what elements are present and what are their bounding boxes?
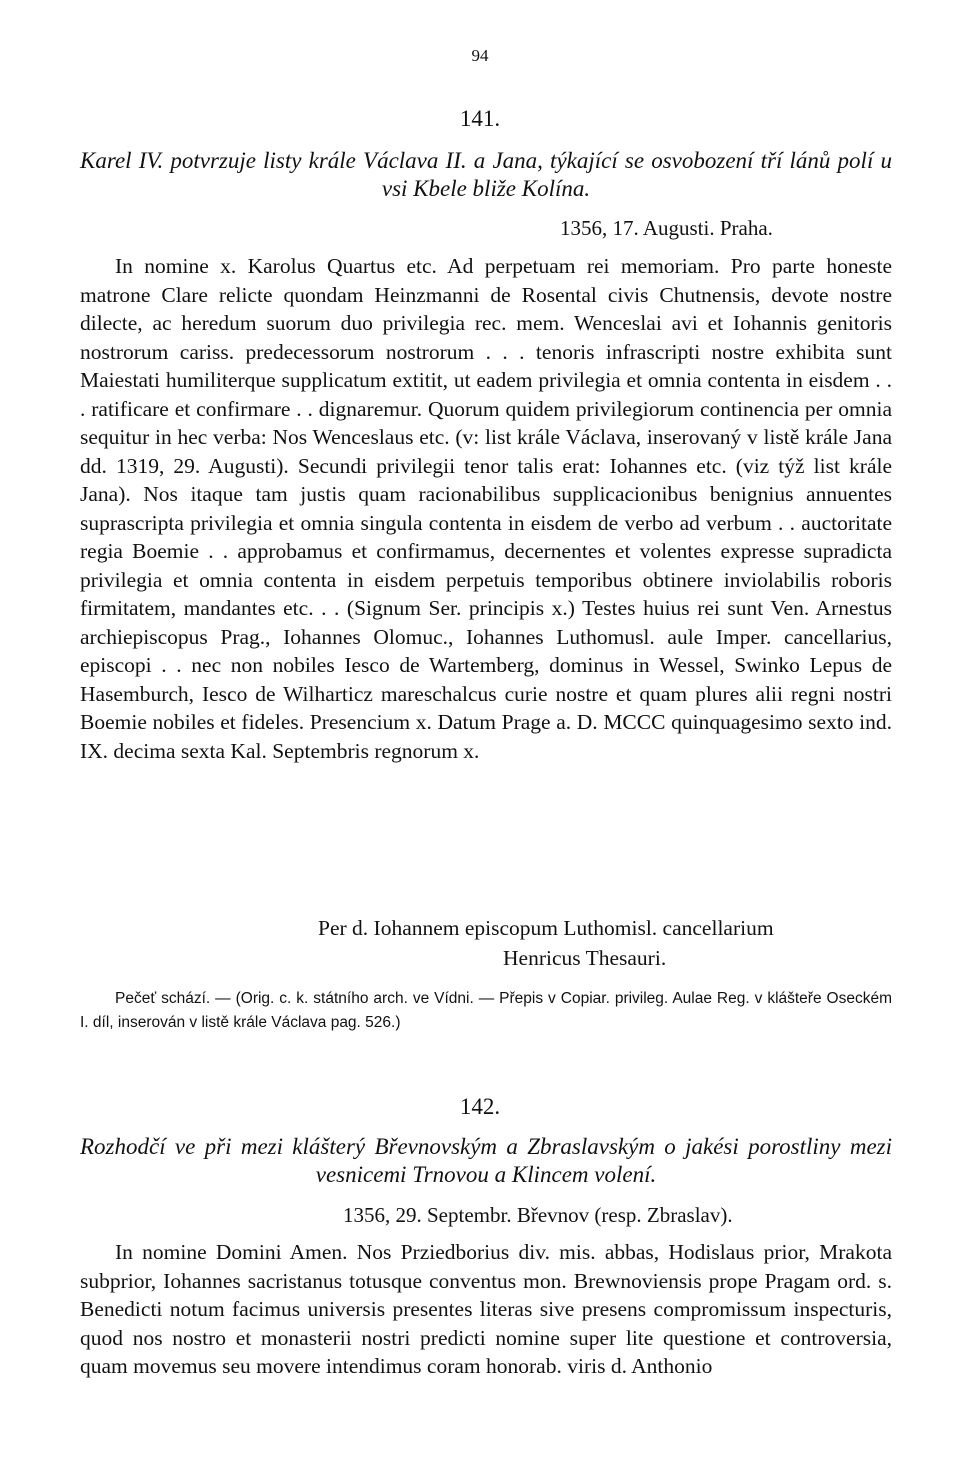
page-number: 94 (471, 46, 489, 65)
document-141-title: Karel IV. potvrzuje listy krále Václava II. a Jana, týkající se osvobození tří lánů polí u vsi Kbele bliže Kolína. (80, 148, 892, 201)
document-141-note: Pečeť schází. — (Orig. c. k. státního arch. ve Vídni. — Přepis v Copiar. privileg. Aulae Reg. v klášteře Oseckém I. díl, inserován v listě krále Václava pag. 526.) (80, 990, 892, 1031)
document-141-date: 1356, 17. Augusti. Praha. (560, 216, 773, 240)
document-141-text: In nomine x. Karolus Quartus etc. Ad perpetuam rei memoriam. Pro parte honeste matrone Clare relicte quondam Heinzmanni de Rosental civis Chutnensis, devote nostre dilecte, ac heredum suorum duo privilegia rec. mem. Wenceslai avi et Iohannis genitoris nostrorum cariss. predecessorum nostrorum . . . tenoris infrascripti nostre exhibita sunt Maiestati humiliterque supplicatum extitit, ut eadem privilegia et omnia contenta in eisdem . . . ratificare et confirmare . . dignaremur. Quorum quidem privilegiorum continencia per omnia sequitur in hec verba: Nos Wenceslaus etc. (v: list krále Václava, inserovaný v listě krále Jana dd. 1319, 29. Augusti). Secundi privilegii tenor talis erat: Iohannes etc. (viz týž list krále Jana). Nos itaque tam justis quam racionabilibus supplicacionibus benignius annuentes suprascripta privilegia et omnia singula contenta in eisdem de verbo ad verbum . . auctoritate regia Boemie . . approbamus et confirmamus, decernentes et volentes expresse supradicta privilegia et omnia contenta in eisdem perpetuis temporibus obtinere inviolabilis roboris firmitatem, mandantes etc. . . (Signum Ser. principis x.) Testes huius rei sunt Ven. Arnestus archiepiscopus Prag., Iohannes Olomuc., Iohannes Luthomusl. aule Imper. cancellarius, episcopi . . nec non nobiles Iesco de Wartemberg, dominus in Wessel, Swinko Lepus de Hasemburch, Iesco de Wilharticz mareschalcus curie nostre et quam plures alii regni nostri Boemie nobiles et fideles. Presencium x. Datum Prage a. D. MCCC quinquagesimo sexto ind. IX. decima sexta Kal. Septembris regnorum x. (80, 254, 892, 763)
document-142-date: 1356, 29. Septembr. Břevnov (resp. Zbraslav). (343, 1203, 733, 1227)
document-142-text: In nomine Domini Amen. Nos Prziedborius div. mis. abbas, Hodislaus prior, Mrakota subprior, Iohannes sacristanus totusque conventus mon. Brewnoviensis prope Pragam ord. s. Benedicti notum facimus universis presentes literas sive presens compromissum inspecturis, quod nos nostro et monasterii nostri predicti nomine super lite questione et controversia, quam movemus seu movere intendimus coram honorab. viris d. Anthonio (80, 1240, 892, 1378)
document-142-title: Rozhodčí ve při mezi klášterý Břevnovským a Zbraslavským o jakési porostliny mezi vesnicemi Trnovou a Klincem volení. (80, 1134, 892, 1187)
document-141-signature-line-1: Per d. Iohannem episcopum Luthomisl. cancellarium (318, 916, 774, 940)
document-141-signature-line-2: Henricus Thesauri. (503, 946, 667, 970)
document-142-number: 142. (459, 1094, 501, 1119)
document-141-number: 141. (459, 106, 501, 131)
